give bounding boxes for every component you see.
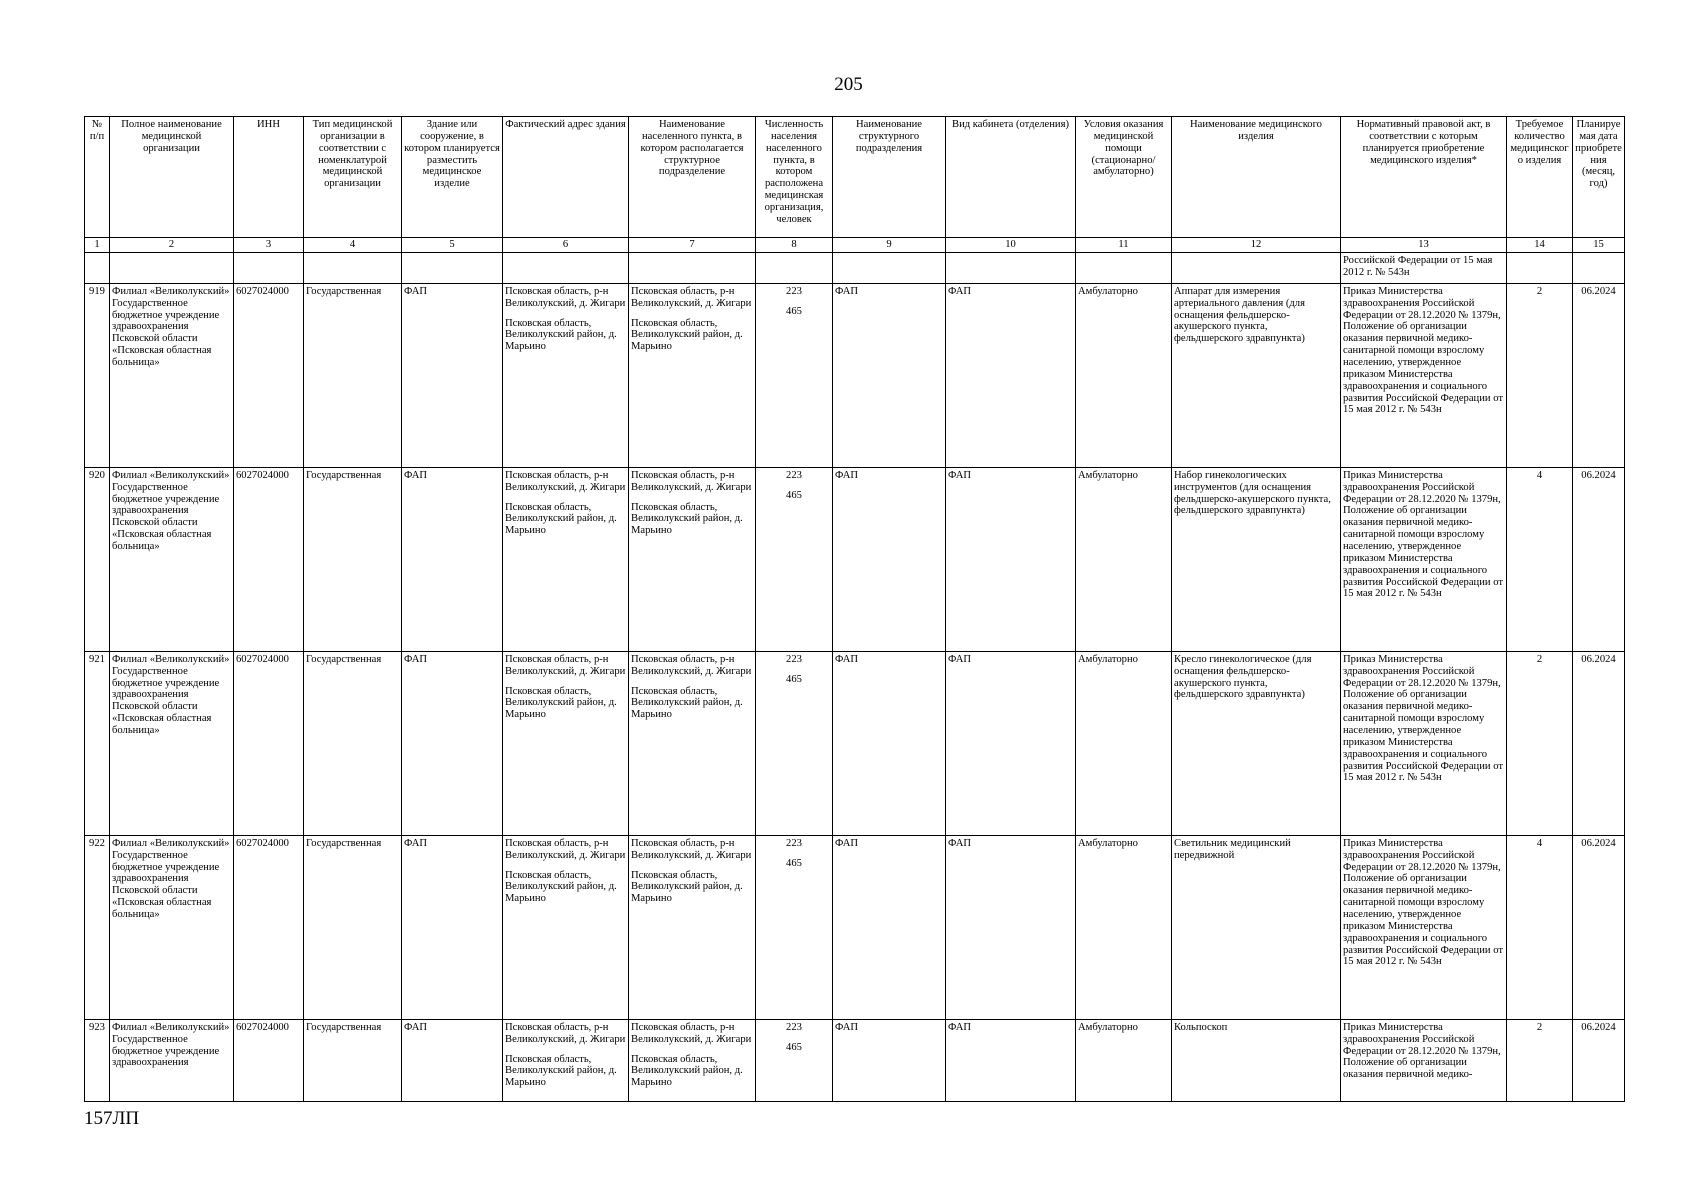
col-number: 8	[756, 238, 833, 253]
device-table	[84, 116, 1625, 1102]
planned-date: 06.2024	[1573, 467, 1625, 651]
address	[503, 283, 629, 467]
address-1: Псковская область, р-н Великолукский, д. Жигари	[505, 285, 626, 309]
settlement	[629, 651, 756, 835]
col-header: Здание или сооружение, в котором планируется разместить медицинское изделие	[402, 117, 503, 238]
conditions: Амбулаторно	[1076, 467, 1172, 651]
col-number: 5	[402, 238, 503, 253]
org-type: Государственная	[304, 1019, 402, 1101]
row-number: 920	[85, 467, 110, 651]
address-1: Псковская область, р-н Великолукский, д. Жигари	[505, 1021, 626, 1045]
table-row	[85, 835, 1625, 1019]
col-header: Наименование структурного подразделения	[833, 117, 946, 238]
settlement	[629, 283, 756, 467]
population	[756, 283, 833, 467]
planned-date: 06.2024	[1573, 651, 1625, 835]
col-header: Фактический адрес здания	[503, 117, 629, 238]
settlement-1: Псковская область, р-н Великолукский, д. Жигари	[631, 653, 752, 677]
address-2: Псковская область, Великолукский район, д. Марьино	[505, 1053, 617, 1089]
settlement-2: Псковская область, Великолукский район, д. Марьино	[631, 1053, 743, 1089]
col-number: 14	[1507, 238, 1573, 253]
population-1: 223	[786, 469, 802, 481]
org-type: Государственная	[304, 283, 402, 467]
population-2: 465	[786, 305, 802, 317]
col-header: Наименование населенного пункта, в котором располагается структурное подразделение	[629, 117, 756, 238]
settlement	[629, 467, 756, 651]
col-number: 15	[1573, 238, 1625, 253]
population	[756, 835, 833, 1019]
conditions: Амбулаторно	[1076, 835, 1172, 1019]
org-name: Филиал «Великолукский» Государственное бюджетное учреждение здравоохранения Псковской области «Псковская областная больница»	[110, 835, 234, 1019]
cabinet: ФАП	[946, 835, 1076, 1019]
header-row	[85, 117, 1625, 238]
col-number: 9	[833, 238, 946, 253]
population	[756, 1019, 833, 1101]
building: ФАП	[402, 835, 503, 1019]
address	[503, 835, 629, 1019]
col-header: Вид кабинета (отделения)	[946, 117, 1076, 238]
col-number: 6	[503, 238, 629, 253]
org-type: Государственная	[304, 651, 402, 835]
population-1: 223	[786, 837, 802, 849]
unit: ФАП	[833, 835, 946, 1019]
row-number: 922	[85, 835, 110, 1019]
population-2: 465	[786, 1041, 802, 1053]
quantity: 2	[1507, 651, 1573, 835]
act-continuation: Российской Федерации от 15 мая 2012 г. № 543н	[1341, 252, 1507, 283]
address	[503, 651, 629, 835]
col-number: 1	[85, 238, 110, 253]
row-number: 921	[85, 651, 110, 835]
quantity: 2	[1507, 1019, 1573, 1101]
planned-date: 06.2024	[1573, 835, 1625, 1019]
settlement-2: Псковская область, Великолукский район, д. Марьино	[631, 685, 743, 721]
col-header: ИНН	[234, 117, 304, 238]
population-2: 465	[786, 673, 802, 685]
settlement-2: Псковская область, Великолукский район, д. Марьино	[631, 501, 743, 537]
device-name: Набор гинекологических инструментов (для оснащения фельдшерско-акушерского пункта, фельдшерского здравпункта)	[1172, 467, 1341, 651]
table-row	[85, 467, 1625, 651]
col-header: Требуемое количество медицинского изделия	[1507, 117, 1573, 238]
cabinet: ФАП	[946, 283, 1076, 467]
settlement-1: Псковская область, р-н Великолукский, д. Жигари	[631, 285, 752, 309]
col-number: 13	[1341, 238, 1507, 253]
inn: 6027024000	[234, 467, 304, 651]
address-2: Псковская область, Великолукский район, д. Марьино	[505, 685, 617, 721]
col-header: Численность населения населенного пункта, в котором расположена медицинская организация, человек	[756, 117, 833, 238]
org-type: Государственная	[304, 835, 402, 1019]
table-row	[85, 1019, 1625, 1101]
building: ФАП	[402, 467, 503, 651]
cabinet: ФАП	[946, 467, 1076, 651]
settlement-2: Псковская область, Великолукский район, д. Марьино	[631, 317, 743, 353]
settlement-1: Псковская область, р-н Великолукский, д. Жигари	[631, 469, 752, 493]
org-name: Филиал «Великолукский» Государственное бюджетное учреждение здравоохранения Псковской области «Псковская областная больница»	[110, 651, 234, 835]
cabinet: ФАП	[946, 651, 1076, 835]
table-row	[85, 651, 1625, 835]
address-2: Псковская область, Великолукский район, д. Марьино	[505, 501, 617, 537]
table-row	[85, 283, 1625, 467]
address-2: Псковская область, Великолукский район, д. Марьино	[505, 317, 617, 353]
address-2: Псковская область, Великолукский район, д. Марьино	[505, 869, 617, 905]
col-header: Условия оказания медицинской помощи (стационарно/ амбулаторно)	[1076, 117, 1172, 238]
unit: ФАП	[833, 467, 946, 651]
org-name: Филиал «Великолукский» Государственное бюджетное учреждение здравоохранения Псковской области «Псковская областная больница»	[110, 467, 234, 651]
col-number: 3	[234, 238, 304, 253]
org-type: Государственная	[304, 467, 402, 651]
cabinet: ФАП	[946, 1019, 1076, 1101]
row-number: 919	[85, 283, 110, 467]
population-2: 465	[786, 489, 802, 501]
column-number-row	[85, 238, 1625, 253]
legal-act: Приказ Министерства здравоохранения Российской Федерации от 28.12.2020 № 1379н, Положение об организации оказания первичной медико-санитарной помощи взрослому населению, утвержденное приказом Министерства здравоохранения и социального развития Российской Федерации от 15 мая 2012 г. № 543н	[1341, 651, 1507, 835]
device-name: Кольпоскоп	[1172, 1019, 1341, 1101]
document-code: 157ЛП	[84, 1108, 140, 1129]
unit: ФАП	[833, 1019, 946, 1101]
quantity: 4	[1507, 835, 1573, 1019]
planned-date: 06.2024	[1573, 1019, 1625, 1101]
address	[503, 467, 629, 651]
device-name: Светильник медицинский передвижной	[1172, 835, 1341, 1019]
settlement-2: Псковская область, Великолукский район, д. Марьино	[631, 869, 743, 905]
row-number: 923	[85, 1019, 110, 1101]
legal-act: Приказ Министерства здравоохранения Российской Федерации от 28.12.2020 № 1379н, Положение об организации оказания первичной медико-санитарной помощи взрослому населению, утвержденное приказом Министерства здравоохранения и социального развития Российской Федерации от 15 мая 2012 г. № 543н	[1341, 283, 1507, 467]
continuation-row	[85, 252, 1625, 283]
legal-act: Приказ Министерства здравоохранения Российской Федерации от 28.12.2020 № 1379н, Положение об организации оказания первичной медико-санитарной помощи взрослому населению, утвержденное приказом Министерства здравоохранения и социального развития Российской Федерации от 15 мая 2012 г. № 543н	[1341, 835, 1507, 1019]
address-1: Псковская область, р-н Великолукский, д. Жигари	[505, 653, 626, 677]
page-number: 205	[834, 74, 863, 95]
address-1: Псковская область, р-н Великолукский, д. Жигари	[505, 837, 626, 861]
population	[756, 651, 833, 835]
col-header: Планируемая дата приобретения (месяц, год)	[1573, 117, 1625, 238]
device-name: Кресло гинекологическое (для оснащения фельдшерско-акушерского пункта, фельдшерского здравпункта)	[1172, 651, 1341, 835]
quantity: 2	[1507, 283, 1573, 467]
population-1: 223	[786, 285, 802, 297]
population-1: 223	[786, 1021, 802, 1033]
settlement-1: Псковская область, р-н Великолукский, д. Жигари	[631, 837, 752, 861]
unit: ФАП	[833, 651, 946, 835]
col-number: 7	[629, 238, 756, 253]
col-number: 10	[946, 238, 1076, 253]
col-header: Тип медицинской организации в соответствии с номенклатурой медицинской организации	[304, 117, 402, 238]
building: ФАП	[402, 283, 503, 467]
planned-date: 06.2024	[1573, 283, 1625, 467]
population	[756, 467, 833, 651]
settlement-1: Псковская область, р-н Великолукский, д. Жигари	[631, 1021, 752, 1045]
col-number: 12	[1172, 238, 1341, 253]
conditions: Амбулаторно	[1076, 651, 1172, 835]
settlement	[629, 835, 756, 1019]
org-name: Филиал «Великолукский» Государственное бюджетное учреждение здравоохранения Псковской области «Псковская областная больница»	[110, 283, 234, 467]
quantity: 4	[1507, 467, 1573, 651]
unit: ФАП	[833, 283, 946, 467]
inn: 6027024000	[234, 651, 304, 835]
legal-act: Приказ Министерства здравоохранения Российской Федерации от 28.12.2020 № 1379н, Положение об организации оказания первичной медико-санитарной помощи взрослому населению, утвержденное приказом Министерства здравоохранения и социального развития Российской Федерации от 15 мая 2012 г. № 543н	[1341, 467, 1507, 651]
inn: 6027024000	[234, 1019, 304, 1101]
population-1: 223	[786, 653, 802, 665]
building: ФАП	[402, 651, 503, 835]
col-number: 4	[304, 238, 402, 253]
settlement	[629, 1019, 756, 1101]
legal-act: Приказ Министерства здравоохранения Российской Федерации от 28.12.2020 № 1379н, Положение об организации оказания первичной медико-	[1341, 1019, 1507, 1101]
conditions: Амбулаторно	[1076, 283, 1172, 467]
inn: 6027024000	[234, 835, 304, 1019]
address	[503, 1019, 629, 1101]
device-name: Аппарат для измерения артериального давления (для оснащения фельдшерско-акушерского пункта, фельдшерского здравпункта)	[1172, 283, 1341, 467]
org-name: Филиал «Великолукский» Государственное бюджетное учреждение здравоохранения	[110, 1019, 234, 1101]
col-number: 11	[1076, 238, 1172, 253]
col-header: № п/п	[85, 117, 110, 238]
col-header: Полное наименование медицинской организации	[110, 117, 234, 238]
building: ФАП	[402, 1019, 503, 1101]
col-header: Наименование медицинского изделия	[1172, 117, 1341, 238]
address-1: Псковская область, р-н Великолукский, д. Жигари	[505, 469, 626, 493]
inn: 6027024000	[234, 283, 304, 467]
conditions: Амбулаторно	[1076, 1019, 1172, 1101]
col-number: 2	[110, 238, 234, 253]
population-2: 465	[786, 857, 802, 869]
col-header: Нормативный правовой акт, в соответствии с которым планируется приобретение медицинского изделия*	[1341, 117, 1507, 238]
